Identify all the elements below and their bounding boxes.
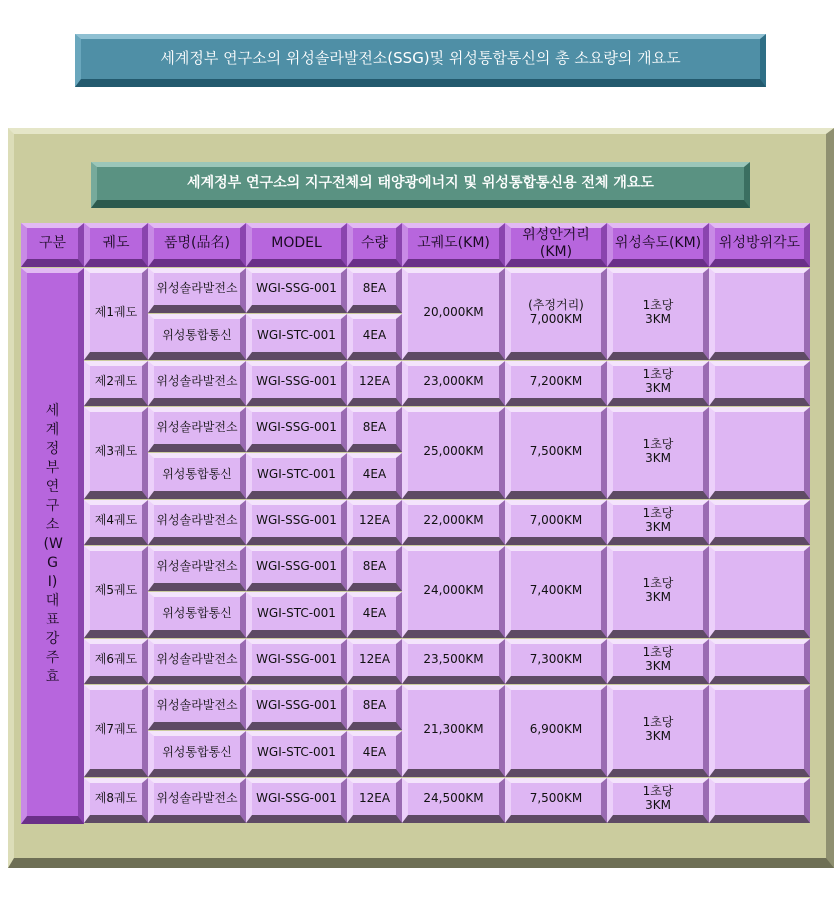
model-ssg: WGI-SSG-001 — [246, 546, 347, 591]
distance-value: (추정거리) 7,000KM — [505, 268, 607, 360]
orbit-label: 제3궤도 — [84, 407, 148, 499]
speed-value: 1초당 3KM — [607, 268, 709, 360]
altitude-value: 23,500KM — [402, 639, 505, 684]
speed-value: 1초당 3KM — [607, 778, 709, 823]
item-name-stc: 위성통합통신 — [148, 731, 246, 777]
orbit-label: 제6궤도 — [84, 639, 148, 684]
item-name-ssg: 위성솔라발전소 — [148, 546, 246, 591]
altitude-value: 24,500KM — [402, 778, 505, 823]
model-stc: WGI-STC-001 — [246, 592, 347, 638]
header-item-name: 품명(品名) — [148, 223, 246, 267]
speed-value: 1초당 3KM — [607, 546, 709, 638]
main-title-banner — [75, 34, 766, 87]
quantity-ssg: 12EA — [347, 500, 402, 545]
orbit-label: 제7궤도 — [84, 685, 148, 777]
item-name-stc: 위성통합통신 — [148, 453, 246, 499]
azimuth-value — [709, 685, 810, 777]
distance-value: 7,300KM — [505, 639, 607, 684]
item-name-ssg: 위성솔라발전소 — [148, 500, 246, 545]
orbit-label: 제4궤도 — [84, 500, 148, 545]
model-ssg: WGI-SSG-001 — [246, 268, 347, 313]
speed-value: 1초당 3KM — [607, 639, 709, 684]
speed-value: 1초당 3KM — [607, 500, 709, 545]
model-stc: WGI-STC-001 — [246, 453, 347, 499]
distance-value: 6,900KM — [505, 685, 607, 777]
sub-title: 세계정부 연구소의 지구전체의 태양광에너지 및 위성통합통신용 전체 개요도 — [187, 175, 654, 192]
header-category: 구분 — [21, 223, 84, 267]
distance-value: 7,200KM — [505, 361, 607, 406]
item-name-ssg: 위성솔라발전소 — [148, 361, 246, 406]
side-label — [21, 268, 84, 824]
header-distance: 위성안거리(KM) — [505, 223, 607, 267]
quantity-stc: 4EA — [347, 314, 402, 360]
item-name-stc: 위성통합통신 — [148, 592, 246, 638]
header-altitude: 고궤도(KM) — [402, 223, 505, 267]
quantity-ssg: 8EA — [347, 407, 402, 452]
model-ssg: WGI-SSG-001 — [246, 407, 347, 452]
model-ssg: WGI-SSG-001 — [246, 361, 347, 406]
azimuth-value — [709, 500, 810, 545]
speed-value: 1초당 3KM — [607, 361, 709, 406]
model-ssg: WGI-SSG-001 — [246, 639, 347, 684]
orbit-label: 제1궤도 — [84, 268, 148, 360]
side-label-text: 세계정부 연구소(WGI) 대표 강주효 — [43, 403, 63, 685]
quantity-ssg: 12EA — [347, 639, 402, 684]
altitude-value: 24,000KM — [402, 546, 505, 638]
quantity-ssg: 12EA — [347, 778, 402, 823]
header-model: MODEL — [246, 223, 347, 267]
main-title: 세계정부 연구소의 위성솔라발전소(SSG)및 위성통합통신의 총 소요량의 개요도 — [160, 49, 681, 68]
item-name-stc: 위성통합통신 — [148, 314, 246, 360]
quantity-ssg: 8EA — [347, 685, 402, 730]
header-azimuth: 위성방위각도 — [709, 223, 810, 267]
azimuth-value — [709, 361, 810, 406]
azimuth-value — [709, 407, 810, 499]
quantity-stc: 4EA — [347, 453, 402, 499]
quantity-ssg: 12EA — [347, 361, 402, 406]
item-name-ssg: 위성솔라발전소 — [148, 778, 246, 823]
model-stc: WGI-STC-001 — [246, 731, 347, 777]
model-ssg: WGI-SSG-001 — [246, 778, 347, 823]
item-name-ssg: 위성솔라발전소 — [148, 685, 246, 730]
header-speed: 위성속도(KM) — [607, 223, 709, 267]
orbit-label: 제2궤도 — [84, 361, 148, 406]
azimuth-value — [709, 778, 810, 823]
quantity-stc: 4EA — [347, 592, 402, 638]
altitude-value: 21,300KM — [402, 685, 505, 777]
item-name-ssg: 위성솔라발전소 — [148, 268, 246, 313]
orbit-label: 제5궤도 — [84, 546, 148, 638]
item-name-ssg: 위성솔라발전소 — [148, 407, 246, 452]
altitude-value: 20,000KM — [402, 268, 505, 360]
quantity-ssg: 8EA — [347, 268, 402, 313]
quantity-ssg: 8EA — [347, 546, 402, 591]
altitude-value: 25,000KM — [402, 407, 505, 499]
azimuth-value — [709, 546, 810, 638]
model-stc: WGI-STC-001 — [246, 314, 347, 360]
distance-value: 7,500KM — [505, 778, 607, 823]
altitude-value: 22,000KM — [402, 500, 505, 545]
distance-value: 7,500KM — [505, 407, 607, 499]
item-name-ssg: 위성솔라발전소 — [148, 639, 246, 684]
model-ssg: WGI-SSG-001 — [246, 685, 347, 730]
quantity-stc: 4EA — [347, 731, 402, 777]
distance-value: 7,400KM — [505, 546, 607, 638]
azimuth-value — [709, 639, 810, 684]
speed-value: 1초당 3KM — [607, 407, 709, 499]
header-orbit: 궤도 — [84, 223, 148, 267]
sub-title-banner — [91, 162, 750, 208]
model-ssg: WGI-SSG-001 — [246, 500, 347, 545]
azimuth-value — [709, 268, 810, 360]
orbit-label: 제8궤도 — [84, 778, 148, 823]
distance-value: 7,000KM — [505, 500, 607, 545]
header-quantity: 수량 — [347, 223, 402, 267]
speed-value: 1초당 3KM — [607, 685, 709, 777]
altitude-value: 23,000KM — [402, 361, 505, 406]
